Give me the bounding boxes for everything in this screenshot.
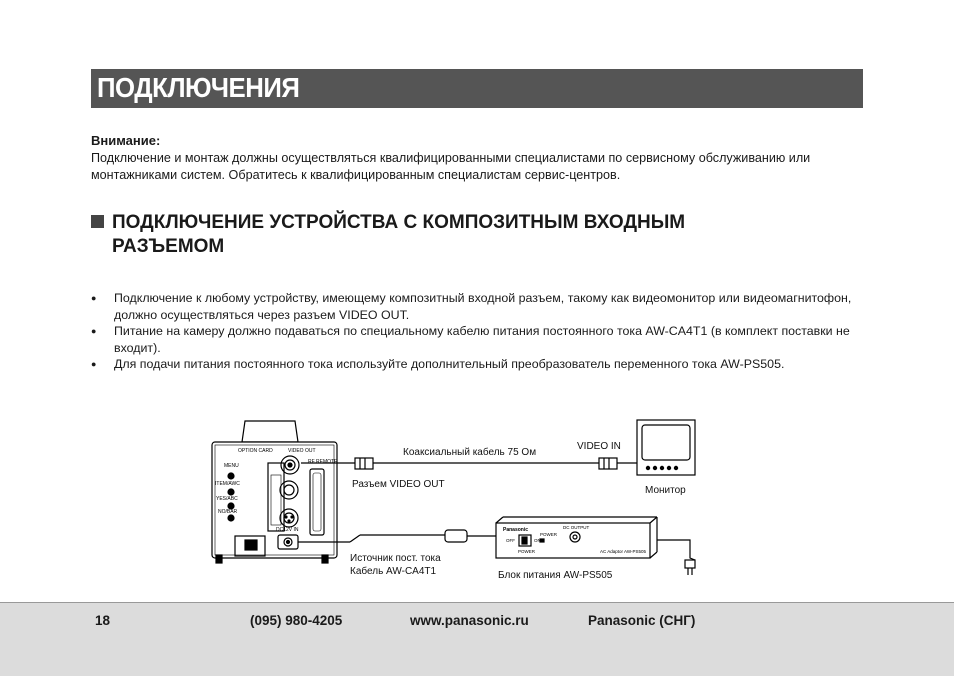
section-square-icon <box>91 215 104 228</box>
footer-website[interactable]: www.panasonic.ru <box>410 613 529 628</box>
dc-source-label: Источник пост. тока <box>350 553 441 564</box>
bullet-item: ● Подключение к любому устройству, имеющему композитный входной разъем, такому как видеомонитор или видеомагнитофон, должно осуществляться через разъем VIDEO OUT. <box>91 290 866 323</box>
section-title-line2: РАЗЪЕМОМ <box>112 236 225 257</box>
page-title: ПОДКЛЮЧЕНИЯ <box>97 72 300 103</box>
coax-cable <box>301 458 637 469</box>
footer-phone: (095) 980-4205 <box>250 613 343 628</box>
psu-on-label: ON <box>534 538 541 543</box>
bullet-item: ● Питание на камеру должно подаваться по специальному кабелю питания постоянного тока AW-CA4T1 (в комплект поставки не входит). <box>91 323 866 356</box>
section-heading <box>91 211 851 259</box>
page-title-bar <box>91 69 863 108</box>
dc-cable-model-label: Кабель AW-CA4T1 <box>350 566 437 577</box>
section-title-line1: ПОДКЛЮЧЕНИЕ УСТРОЙСТВА С КОМПОЗИТНЫМ ВХОДНЫМ <box>112 212 686 233</box>
cam-no-bar-label: NO/BAR <box>218 509 238 515</box>
cam-item-awc-label: ITEM/AWC <box>215 481 240 487</box>
cam-yes-abc-label: YES/ABC <box>216 496 238 502</box>
cam-option-card-label: OPTION CARD <box>238 448 273 454</box>
video-in-label: VIDEO IN <box>577 441 621 452</box>
cam-menu-label: MENU <box>224 463 239 469</box>
psu-dc-output-label: DC OUTPUT <box>563 525 590 530</box>
coax-cable-label: Коаксиальный кабель 75 Ом <box>403 447 537 458</box>
monitor-icon <box>637 420 695 475</box>
bullet-item: ● Для подачи питания постоянного тока используйте дополнительный преобразователь переменного тока AW-PS505. <box>91 356 866 373</box>
psu-off-label: OFF <box>506 538 515 543</box>
psu-power-led-label: POWER <box>540 532 558 537</box>
cam-video-out-label: VIDEO OUT <box>288 448 316 454</box>
psu-power-label: POWER <box>518 549 536 554</box>
attention-heading: Внимание: <box>91 133 161 148</box>
monitor-label: Монитор <box>645 485 686 496</box>
connection-diagram <box>200 405 710 585</box>
psu-caption: Блок питания AW-PS505 <box>498 570 613 581</box>
cam-dc-in-label: DC12V IN <box>276 527 299 533</box>
video-out-connector-label: Разъем VIDEO OUT <box>352 479 445 490</box>
footer-bar <box>0 602 954 676</box>
footer-company: Panasonic (СНГ) <box>588 613 696 628</box>
attention-text: Подключение и монтаж должны осуществляться квалифицированными специалистами по сервисному обслуживанию или монтажниками систем. Обратитесь к квалифицированным специалистам сервис-центров. <box>91 151 811 182</box>
psu-brand: Panasonic <box>503 527 529 533</box>
psu-model-label: AC Adaptor AW-PS505 <box>600 549 647 554</box>
bullet-list <box>91 290 866 373</box>
power-supply-unit <box>496 517 695 575</box>
page-number: 18 <box>95 613 111 628</box>
cam-rf-remote-label: RF REMOTE <box>308 459 338 465</box>
